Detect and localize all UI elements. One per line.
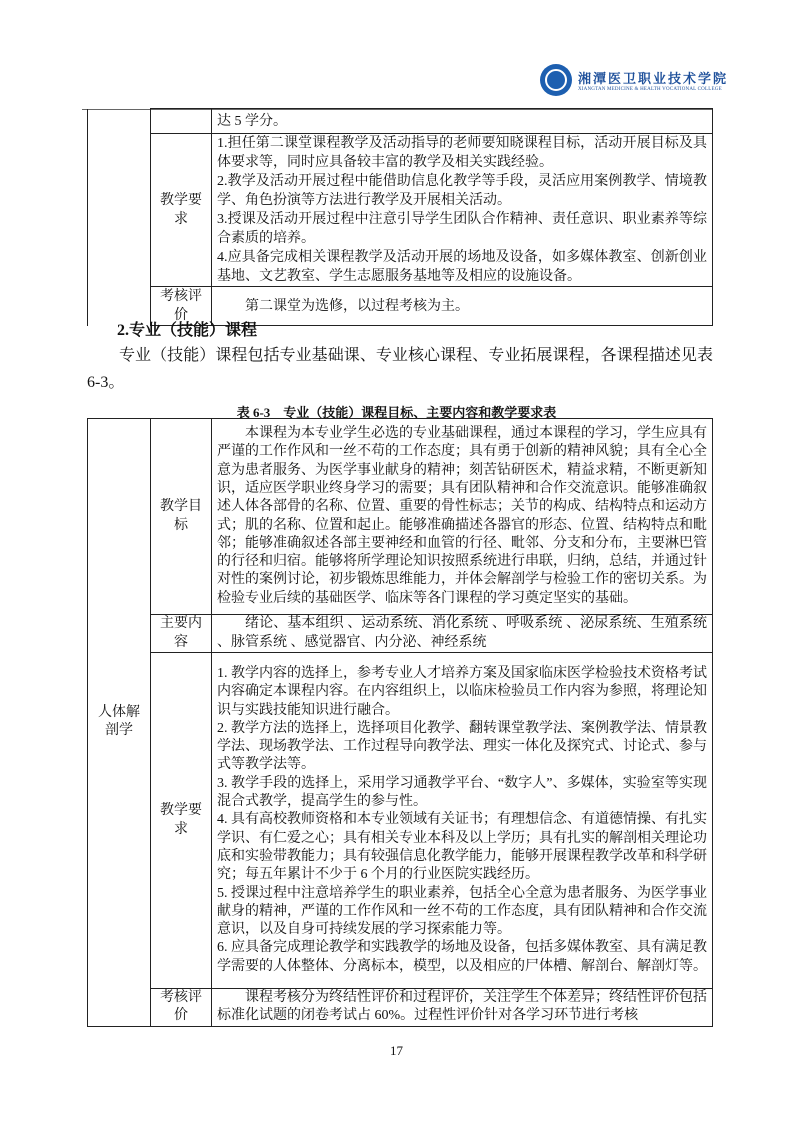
req-item: 5. 授课过程中注意培养学生的职业素养，包括全心全意为患者服务、为医学事业献身的精神，严谨的工作作风和一丝不苟的工作态度，具有团队精神和合作交流意识，以及自身可持续发展的学习探索能力等。 xyxy=(217,885,707,938)
college-seal-icon xyxy=(540,64,572,96)
req-cell xyxy=(212,653,713,989)
logo-name-cn: 湘潭医卫职业技术学院 xyxy=(578,71,729,86)
content-text: 绪论、基本组织 、运动系统、消化系统 、呼吸系统 、泌尿系统、生殖系统 、脉管系统 、感觉器官、内分泌、神经系统 xyxy=(212,615,713,653)
section-paragraph: 专业（技能）课程包括专业基础课、专业核心课程、专业拓展课程，各课程描述见表 6-3。 xyxy=(87,347,713,391)
assessment-text: 课程考核分为终结性评价和过程评价，关注学生个体差异；终结性评价包括标准化试题的闭卷考试占 60%。过程性评价针对各学习环节进行考核 xyxy=(212,989,713,1027)
section-heading: 2.专业（技能）课程 xyxy=(117,322,258,339)
req-item: 6. 应具备完成理论教学和实践教学的场地及设备，包括多媒体教室、具有满足教学需要的人体整体、分离标本，模型，以及相应的尸体槽、解剖台、解剖灯等。 xyxy=(217,940,707,974)
objective-label: 教学目标 xyxy=(151,419,212,615)
course-table-6-3 xyxy=(87,418,713,1027)
content-label: 主要内容 xyxy=(151,615,212,653)
req-item: 3. 教学手段的选择上，采用学习通教学平台、“数字人”、多媒体，实验室等实现混合式教学，提高学生的参与性。 xyxy=(217,775,707,810)
table-caption: 表 6-3 专业（技能）课程目标、主要内容和教学要求表 xyxy=(236,405,557,420)
course-cell xyxy=(88,109,151,326)
req-label: 教学要求 xyxy=(151,653,212,989)
previous-course-table xyxy=(87,108,713,326)
teaching-req-label: 教学要求 xyxy=(151,134,212,287)
objective-text: 本课程为本专业学生必选的专业基础课程，通过本课程的学习，学生应具有严谨的工作作风和一丝不苟的工作态度；具有勇于创新的精神风貌；具有全心全意为患者服务、为医学事业献身的精神；刻苦钻研医术，精益求精，不断更新知识，适应医学职业终身学习的需要；具有团队精神和合作交流意识。能够准确叙述人体各部骨的名称、位置、重要的骨性标志；关节的构成、结构特点和运动方式；肌的名称、位置和起止。能够准确描述各器官的形态、位置、结构特点和毗邻；能够准确叙述各部主要神经和血管的行径、毗邻、分支和分布，主要淋巴管的行径和归宿。能够将所学理论知识按照系统进行串联，归纳，总结，并通过针对性的案例讨论，初步锻炼思维能力，并体会解剖学与检验工作的密切关系。为检验专业后续的基础医学、临床等各门课程的学习奠定坚实的基础。 xyxy=(212,419,713,615)
assessment-text: 第二课堂为选修，以过程考核为主。 xyxy=(212,287,713,326)
logo-name-en: XIANGTAN MEDICINE & HEALTH VOCATIONAL COLLEGE xyxy=(578,87,722,92)
req-item: 4.应具备完成相关课程教学及活动开展的场地及设备，如多媒体教室、创新创业基地、文艺教室、学生志愿服务基地等及相应的设施设备。 xyxy=(217,250,707,284)
req-item: 4. 具有高校教师资格和本专业领域有关证书；有理想信念、有道德情操、有扎实学识、有仁爱之心；具有相关专业本科及以上学历；具有扎实的解剖相关理论功底和实验带教能力；具有较强信息化教学能力，能够开展课程教学改革和科学研究；每五年累计不少于 6 个月的行业医院实践经历。 xyxy=(217,812,707,883)
page-number: 17 xyxy=(390,1043,403,1058)
teaching-req-cell xyxy=(212,134,713,287)
req-item: 3.授课及活动开展过程中注意引导学生团队合作精神、责任意识、职业素养等综合素质的培养。 xyxy=(217,212,707,246)
req-item: 1. 教学内容的选择上，参考专业人才培养方案及国家临床医学检验技术资格考试内容确定本课程内容。在内容组织上，以临床检验员工作内容为参照，将理论知识与实践技能知识进行融合。 xyxy=(217,665,707,718)
assessment-label: 考核评价 xyxy=(151,287,212,326)
req-item: 2.教学及活动开展过程中能借助信息化教学等手段，灵活应用案例教学、情境教学、角色扮演等方法进行教学及开展相关活动。 xyxy=(217,174,707,208)
credit-text: 达 5 学分。 xyxy=(212,109,713,134)
assessment-label: 考核评价 xyxy=(151,989,212,1027)
college-logo xyxy=(540,64,728,96)
label-cell xyxy=(151,109,212,134)
course-name: 人体解剖学 xyxy=(88,419,151,1027)
req-item: 2. 教学方法的选择上，选择项目化教学、翻转课堂教学法、案例教学法、情景教学法、现场教学法、工作过程导向教学法、理实一体化及探究式、讨论式、参与式等教学法等。 xyxy=(217,720,707,773)
req-item: 1.担任第二课堂课程教学及活动指导的老师要知晓课程目标，活动开展目标及具体要求等，同时应具备较丰富的教学及相关实践经验。 xyxy=(217,136,707,170)
